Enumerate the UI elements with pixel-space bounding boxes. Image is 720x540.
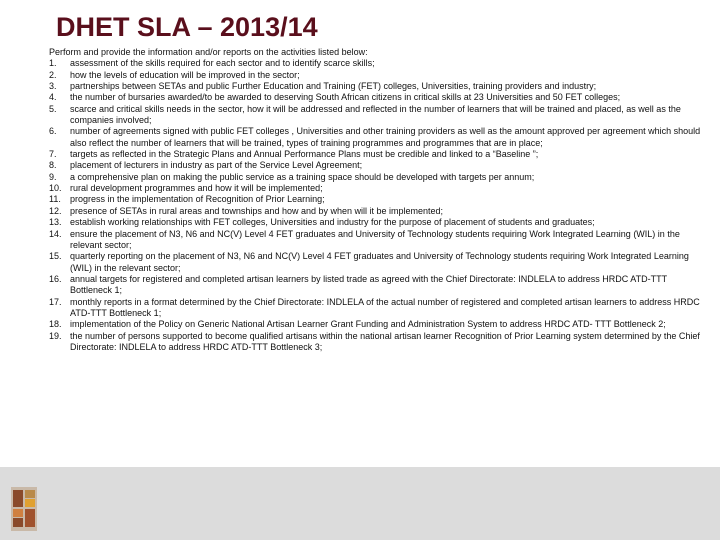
list-item bbox=[49, 160, 704, 171]
list-item-text: progress in the implementation of Recognition of Prior Learning; bbox=[70, 194, 325, 205]
list-item bbox=[49, 229, 704, 252]
list-item-number: 3. bbox=[49, 81, 57, 92]
list-item-text: annual targets for registered and completed artisan learners by listed trade as agreed with the Chief Directorate: INDLELA to address HRDC ATD-TTT Bottleneck 1; bbox=[70, 273, 667, 296]
list-item bbox=[49, 331, 704, 354]
list-item-text: the number of bursaries awarded/to be awarded to deserving South African citizens in critical skills at 23 Universities and 50 FET colleges; bbox=[70, 92, 621, 103]
list-item-number: 12. bbox=[49, 205, 62, 216]
list-item bbox=[49, 274, 704, 297]
list-item bbox=[49, 172, 704, 183]
list-item bbox=[49, 149, 704, 160]
list-item-number: 14. bbox=[49, 228, 62, 239]
list-item-number: 13. bbox=[49, 217, 62, 228]
list-item-number: 10. bbox=[49, 183, 62, 194]
list-item-number: 15. bbox=[49, 251, 62, 262]
list-item-number: 18. bbox=[49, 319, 62, 330]
list-item-text: targets as reflected in the Strategic Plans and Annual Performance Plans must be credible and linked to a “Baseline ”; bbox=[70, 149, 539, 160]
list-item-number: 4. bbox=[49, 92, 57, 103]
list-item-number: 2. bbox=[49, 69, 57, 80]
list-item bbox=[49, 126, 704, 149]
list-item-text: the number of persons supported to become qualified artisans within the national artisan learner Recognition of Prior Learning system determined by the Chief Directorate: INDLELA to address HRDC ATD-TTT Bottleneck 3; bbox=[70, 330, 700, 352]
list-item-number: 19. bbox=[49, 330, 62, 341]
list-item-text: number of agreements signed with public FET colleges , Universities and other training providers as well as the amount approved per agreement which should also reflect the number of learners that will be trained, types of training programmes and programmes that are in place; bbox=[70, 126, 701, 148]
list-item-text: assessment of the skills required for each sector and to identify scarce skills; bbox=[70, 58, 375, 69]
list-item bbox=[49, 251, 704, 274]
list-item-text: how the levels of education will be improved in the sector; bbox=[70, 69, 300, 80]
list-item bbox=[49, 104, 704, 127]
list-item-text: a comprehensive plan on making the public service as a training space should be developed with targets per annum; bbox=[70, 171, 535, 182]
list-item-number: 16. bbox=[49, 273, 62, 284]
list-item-number: 9. bbox=[49, 171, 57, 182]
list-item-number: 5. bbox=[49, 103, 57, 114]
list-item bbox=[49, 319, 704, 330]
list-item bbox=[49, 70, 704, 81]
list-item-text: partnerships between SETAs and public Further Education and Training (FET) colleges, Universities, training providers and industry; bbox=[70, 81, 597, 92]
list-item bbox=[49, 194, 704, 205]
list-item-number: 7. bbox=[49, 149, 57, 160]
list-item bbox=[49, 183, 704, 194]
page-title: DHET SLA – 2013/14 bbox=[56, 12, 318, 42]
list-item-number: 17. bbox=[49, 296, 62, 307]
list-item-number: 11. bbox=[49, 194, 61, 205]
list-item-text: placement of lecturers in industry as part of the Service Level Agreement; bbox=[70, 160, 363, 171]
list-item-text: implementation of the Policy on Generic National Artisan Learner Grant Funding and Administration System to address HRDC ATD- TTT Bottleneck 2; bbox=[70, 319, 666, 330]
list-item-text: monthly reports in a format determined by the Chief Directorate: INDLELA of the actual number of registered and completed artisan learners to address HRDC ATD-TTT Bottleneck 1; bbox=[70, 296, 700, 318]
list-item-text: establish working relationships with FET colleges, Universities and industry for the purpose of placement of students and graduates; bbox=[70, 217, 595, 228]
list-item bbox=[49, 81, 704, 92]
list-item-text: quarterly reporting on the placement of N3, N6 and NC(V) Level 4 FET graduates and University of Technology students requiring Work Integrated Learning (WIL) in the relevant sector; bbox=[70, 251, 689, 273]
list-item bbox=[49, 297, 704, 320]
list-item bbox=[49, 217, 704, 228]
list-item-number: 1. bbox=[49, 58, 57, 69]
activity-list bbox=[49, 58, 704, 353]
bankseta-logo-icon bbox=[11, 487, 37, 531]
list-item bbox=[49, 92, 704, 103]
list-item-text: rural development programmes and how it will be implemented; bbox=[70, 183, 323, 194]
list-item-text: presence of SETAs in rural areas and townships and how and by when will it be implemented; bbox=[70, 205, 444, 216]
list-item bbox=[49, 206, 704, 217]
intro-text: Perform and provide the information and/or reports on the activities listed below: bbox=[49, 47, 368, 57]
footer-bar bbox=[0, 467, 720, 540]
list-item bbox=[49, 58, 704, 69]
list-item-text: scarce and critical skills needs in the sector, how it will be addressed and reflected in the number of learners that will be trained and placed, as well as the companies involved; bbox=[70, 103, 681, 126]
list-item-number: 6. bbox=[49, 126, 57, 137]
list-item-number: 8. bbox=[49, 160, 57, 171]
list-item-text: ensure the placement of N3, N6 and NC(V) Level 4 FET graduates and University of Technology students requiring Work Integrated Learning (WIL) in the relevant sector; bbox=[70, 228, 680, 250]
slide-body bbox=[49, 47, 704, 353]
